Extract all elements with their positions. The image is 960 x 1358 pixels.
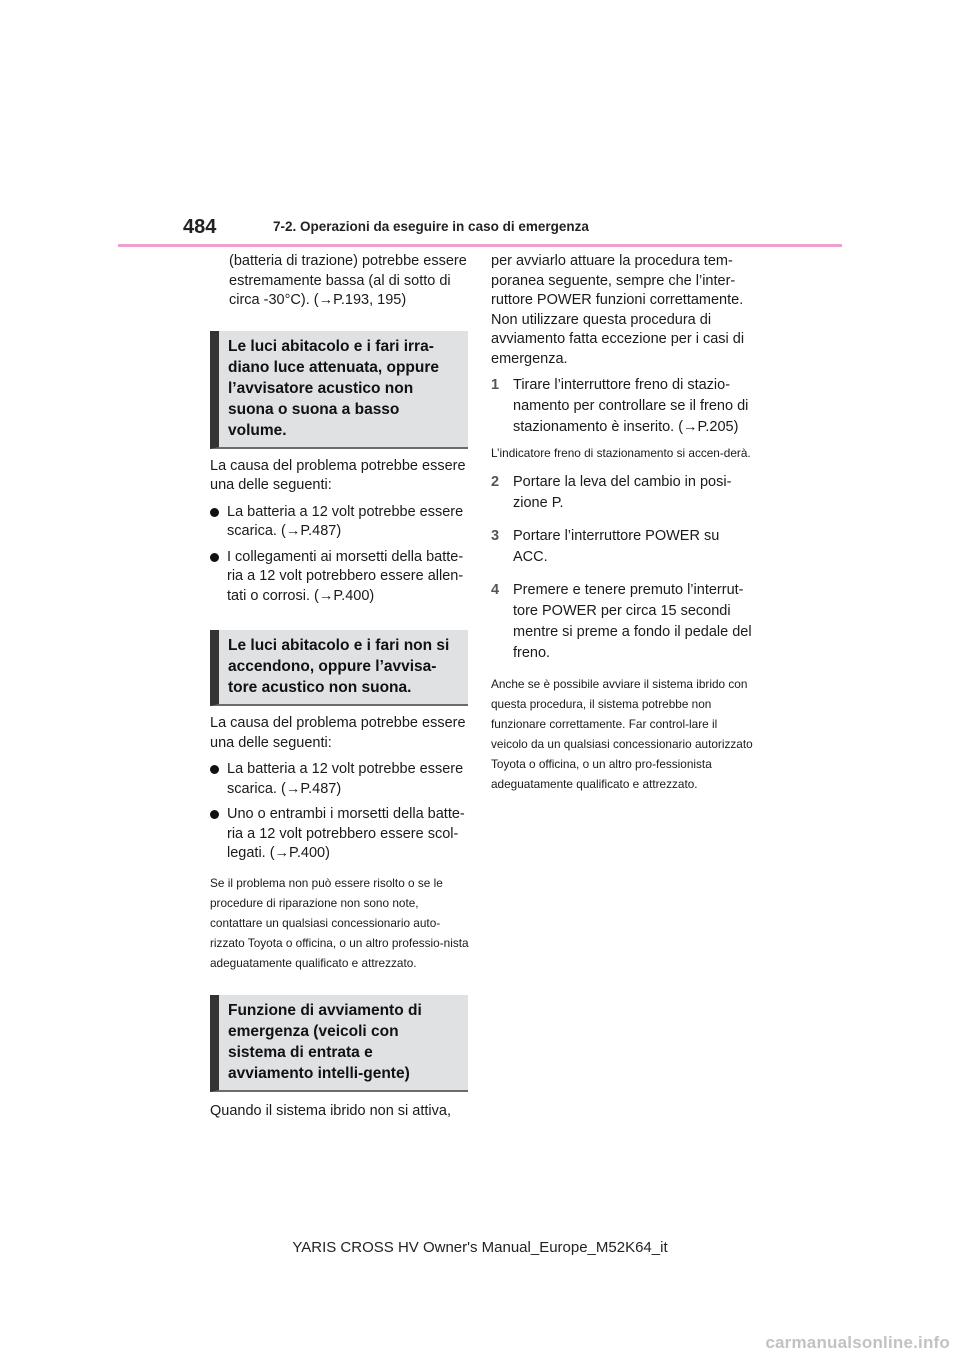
bullet-item: La batteria a 12 volt potrebbe essere scarica. (→P.487) bbox=[210, 760, 470, 799]
intro-text: (batteria di trazione) potrebbe essere estremamente bassa (al di sotto di circa -30°C). (→P.193, 195) bbox=[229, 253, 467, 308]
left-column bbox=[210, 252, 470, 1121]
header-divider bbox=[118, 244, 842, 247]
heading-box-emergency-start: Funzione di avviamento di emergenza (veicoli con sistema di entrata e avviamento intelli-gente) bbox=[210, 995, 468, 1092]
step-number: 4 bbox=[491, 582, 500, 598]
bullet-item: I collegamenti ai morsetti della batte-ria a 12 volt potrebbero essere allen-tati o corrosi. (→P.400) bbox=[210, 548, 470, 607]
step-item: 1 Tirare l’interruttore freno di stazio-namento per controllare se il freno di stazionamento è inserito. (→P.205) bbox=[491, 377, 749, 435]
bullet-dot-icon bbox=[210, 810, 219, 819]
step-item: 3 Portare l’interruttore POWER su ACC. bbox=[491, 528, 720, 565]
bullet-item: La batteria a 12 volt potrebbe essere scarica. (→P.487) bbox=[210, 503, 470, 542]
step-number: 1 bbox=[491, 377, 500, 393]
section-title: 7-2. Operazioni da eseguire in caso di emergenza bbox=[273, 219, 589, 234]
note-text: Anche se è possibile avviare il sistema ibrido con questa procedura, il sistema potrebbe non funzionare correttamente. Far control-lare il veicolo da un qualsiasi concessionario autorizzato Toyota o officina, o un altro pro-fessionista adeguatamente qualificato e attrezzato. bbox=[491, 677, 753, 791]
closing-text: Quando il sistema ibrido non si attiva, bbox=[210, 1102, 451, 1119]
cause-text: La causa del problema potrebbe essere una delle seguenti: bbox=[210, 457, 466, 493]
heading-box-dim-lights: Le luci abitacolo e i fari irra-diano luce attenuata, oppure l’avvisatore acustico non suona o suona a basso volume. bbox=[210, 331, 468, 449]
page-number: 484 bbox=[183, 216, 217, 238]
watermark: carmanualsonline.info bbox=[765, 1333, 950, 1352]
right-column bbox=[491, 252, 753, 794]
heading-box-no-lights: Le luci abitacolo e i fari non si accendono, oppure l’avvisa-tore acustico non suona. bbox=[210, 630, 468, 706]
cause-text: La causa del problema potrebbe essere una delle seguenti: bbox=[210, 715, 466, 751]
note-text: Se il problema non può essere risolto o se le procedure di riparazione non sono note, contattare un qualsiasi concessionario auto-rizzato Toyota o officina, o un altro professio-nista adeguatamente qualificato e attrezzato. bbox=[210, 875, 469, 970]
bullet-dot-icon bbox=[210, 765, 219, 774]
bullet-dot-icon bbox=[210, 553, 219, 562]
footer-text: YARIS CROSS HV Owner's Manual_Europe_M52K64_it bbox=[292, 1239, 668, 1256]
bullet-dot-icon bbox=[210, 508, 219, 517]
step-note: L’indicatore freno di stazionamento si accen-derà. bbox=[491, 446, 751, 460]
step-item: 2 Portare la leva del cambio in posi-zione P. bbox=[491, 474, 732, 511]
intro-text: per avviarlo attuare la procedura tem-poranea seguente, sempre che l’inter-ruttore POWER funzioni correttamente. Non utilizzare questa procedura di avviamento fatta eccezione per i casi di emergenza. bbox=[491, 253, 745, 367]
bullet-item: Uno o entrambi i morsetti della batte-ria a 12 volt potrebbero essere scol-legati. (→P.400) bbox=[210, 805, 470, 864]
step-number: 2 bbox=[491, 474, 500, 490]
step-item: 4 Premere e tenere premuto l’interrut-tore POWER per circa 15 secondi mentre si preme a fondo il pedale del freno. bbox=[491, 582, 752, 661]
step-number: 3 bbox=[491, 528, 500, 544]
